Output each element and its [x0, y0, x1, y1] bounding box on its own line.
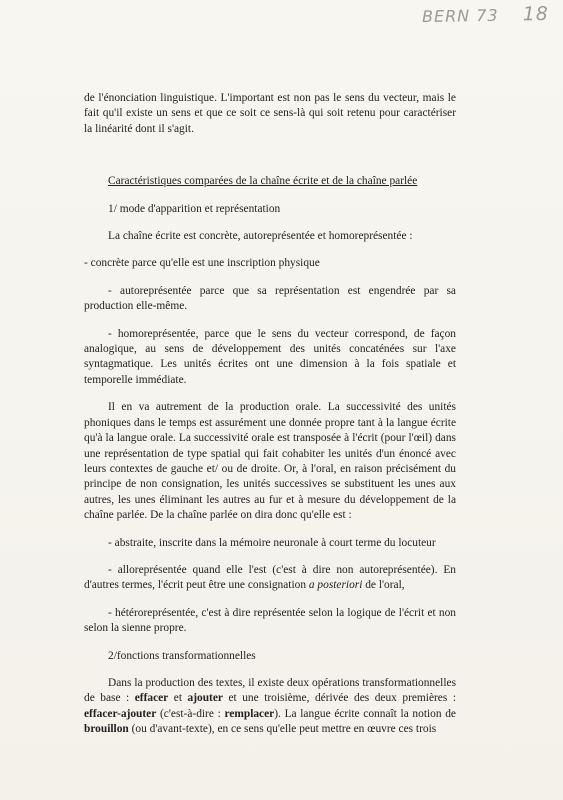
paragraph-heterorepresentee: - hétéroreprésentée, c'est à dire représentée selon la logique de l'écrit et non selon la sienne propre. — [84, 606, 456, 635]
document-body — [84, 91, 456, 738]
paragraph-chaine-ecrite: La chaîne écrite est concrète, autoreprésentée et homoreprésentée : — [108, 230, 413, 243]
handwritten-annotation — [422, 3, 549, 27]
paragraph-fonctions: Dans la production des textes, il existe deux opérations transformationnelles de base : effacer et ajouter et une troisième, dérivée des deux premières : effacer-ajouter (c'est-à-dire : remplacer). La langue écrite connaît la notion de brouillon (ou d'avant-texte), en ce sens qu'elle peut mettre en œuvre ces trois — [84, 676, 456, 736]
subsection-heading-1: 1/ mode d'apparition et représentation — [108, 202, 281, 215]
paragraph-abstraite: - abstraite, inscrite dans la mémoire neuronale à court terme du locuteur — [108, 536, 436, 549]
paragraph-alloreprésentee: - alloreprésentée quand elle l'est (c'est à dire non autoreprésentée). En d'autres termes, l'écrit peut être une consignation a posteriori de l'oral, — [84, 563, 456, 592]
paragraph-homorepresentee: - homoreprésentée, parce que le sens du vecteur correspond, de façon analogique, au sens de développement des unités concaténées sur l'axe syntagmatique. Les unités écrites ont une dimension à la fois spatiale et temporelle immédiate. — [84, 327, 456, 386]
paragraph-autorepresentee: - autoreprésentée parce que sa représentation est engendrée par sa production elle-même. — [84, 284, 456, 313]
page-number: 18 — [522, 2, 550, 26]
subsection-heading-2: 2/fonctions transformationnelles — [108, 649, 256, 662]
paragraph-production-orale: Il en va autrement de la production orale. La successivité des unités phoniques dans le temps est assurément une donnée propre tant à la langue écrite qu'à la langue orale. La successivité orale est transposée à l'écrit (pour l'œil) dans une représentation de type spatial qui fait cohabiter les unités d'un énoncé avec leurs contextes de gauche et/ ou de droite. Or, à l'oral, en raison précisément du principe de non consignation, les unités successives se substituent les unes aux autres, les unes éliminant les autres au fur et à mesure du développement de la chaîne parlée. De la chaîne parlée on dira donc qu'elle est : — [84, 401, 456, 522]
italic-a-posteriori: a posteriori — [308, 579, 363, 592]
archive-reference: BERN 73 — [421, 5, 499, 27]
intro-paragraph: de l'énonciation linguistique. L'important est non pas le sens du vecteur, mais le fait qu'il existe un sens et que ce soit ce sens-là qui soit retenu pour caractériser la linéarité dont il s'agit. — [84, 92, 456, 135]
section-heading: Caractéristiques comparées de la chaîne écrite et de la chaîne parlée — [108, 175, 418, 188]
paragraph-concrete: - concrète parce qu'elle est une inscription physique — [84, 257, 320, 270]
